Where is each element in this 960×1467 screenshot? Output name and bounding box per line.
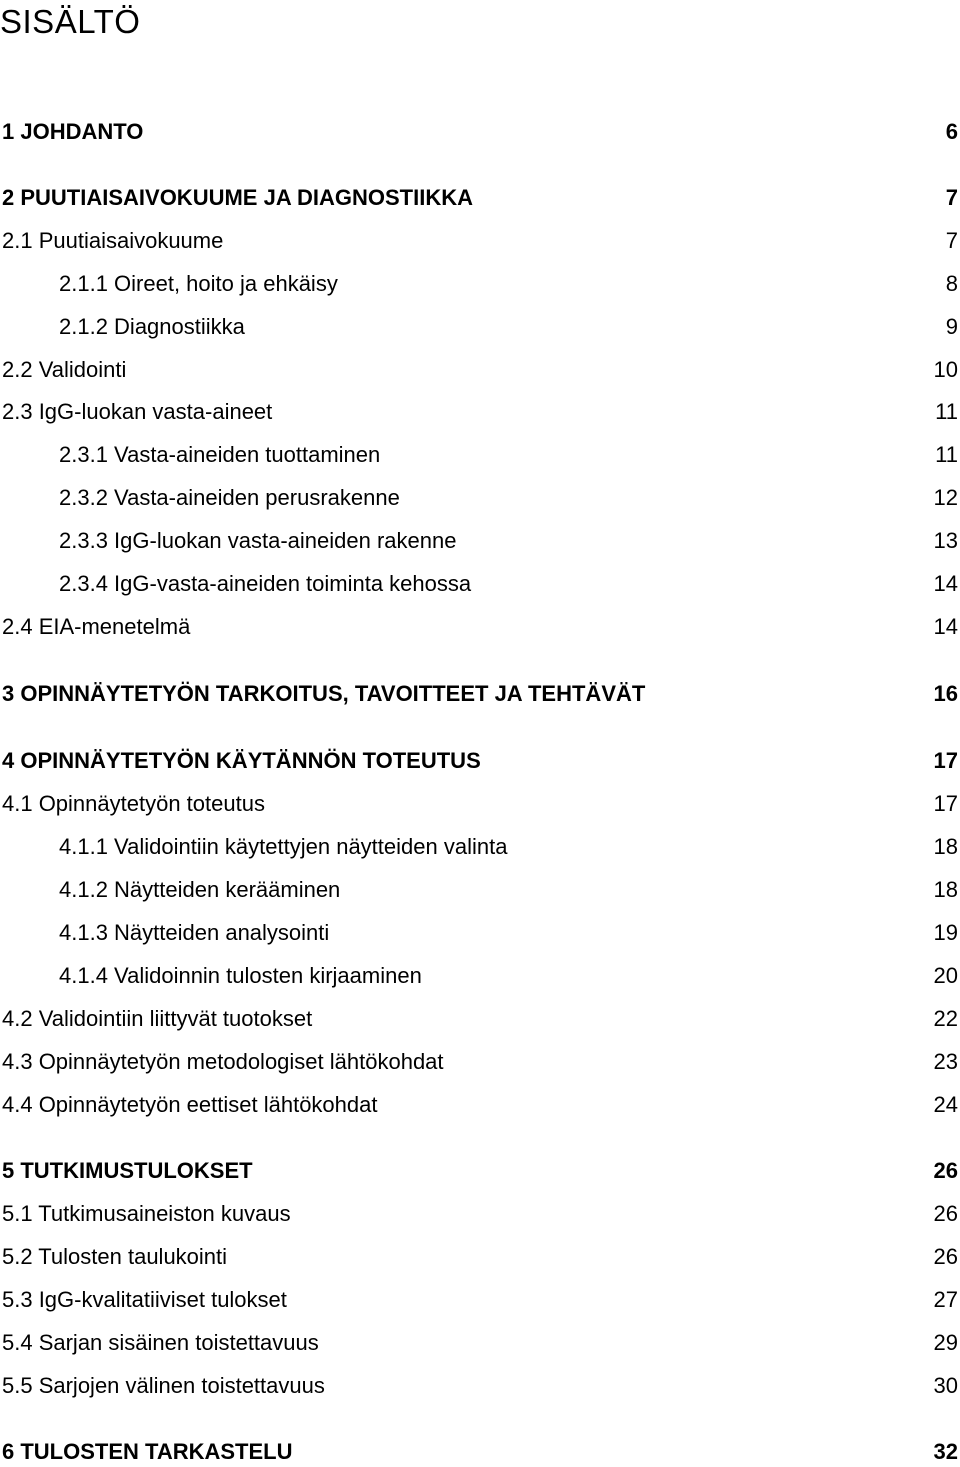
toc-entry-subsection[interactable]	[0, 312, 960, 342]
toc-entry-label: 2.3 IgG-luokan vasta-aineet	[2, 399, 273, 424]
toc-entry-label: 2.3.4 IgG-vasta-aineiden toiminta kehossa	[59, 571, 472, 596]
toc-entry-label: 3 OPINNÄYTETYÖN TARKOITUS, TAVOITTEET JA TEHTÄVÄT	[2, 681, 646, 706]
toc-entry-page: 8	[945, 271, 958, 296]
toc-entry-label: 2.2 Validointi	[2, 357, 127, 382]
toc-entry-label: 2.3.3 IgG-luokan vasta-aineiden rakenne	[59, 528, 457, 553]
toc-entry-chapter[interactable]	[0, 1437, 960, 1467]
toc-entry-page: 6	[945, 119, 958, 144]
toc-entry-label: 4.2 Validointiin liittyvät tuotokset	[2, 1006, 313, 1031]
toc-entry-section[interactable]	[0, 1285, 960, 1315]
toc-entry-page: 9	[945, 314, 958, 339]
toc-entry-label: 4.1 Opinnäytetyön toteutus	[2, 791, 265, 816]
toc-entry-section[interactable]	[0, 1328, 960, 1358]
toc-entry-label: 2.1.1 Oireet, hoito ja ehkäisy	[59, 271, 338, 296]
toc-entry-label: 6 TULOSTEN TARKASTELU	[2, 1439, 293, 1464]
toc-entry-subsection[interactable]	[0, 875, 960, 905]
toc-entry-label: 4.1.3 Näytteiden analysointi	[59, 920, 330, 945]
toc-entry-page: 17	[933, 791, 958, 816]
toc-entry-label: 4 OPINNÄYTETYÖN KÄYTÄNNÖN TOTEUTUS	[2, 748, 481, 773]
toc-entry-section[interactable]	[0, 789, 960, 819]
toc-entry-label: 1 JOHDANTO	[2, 119, 144, 144]
toc-entry-page: 14	[933, 571, 958, 596]
toc-entry-label: 2.1.2 Diagnostiikka	[59, 314, 245, 339]
toc-entry-label: 2.3.1 Vasta-aineiden tuottaminen	[59, 442, 381, 467]
toc-entry-label: 5.3 IgG-kvalitatiiviset tulokset	[2, 1287, 287, 1312]
toc-entry-section[interactable]	[0, 397, 960, 427]
toc-entry-label: 5 TUTKIMUSTULOKSET	[2, 1158, 253, 1183]
toc-entry-page: 13	[933, 528, 958, 553]
toc-entry-label: 5.4 Sarjan sisäinen toistettavuus	[2, 1330, 319, 1355]
toc-entry-label: 4.1.4 Validoinnin tulosten kirjaaminen	[59, 963, 422, 988]
toc-entry-section[interactable]	[0, 1199, 960, 1229]
toc-entry-page: 10	[933, 357, 958, 382]
toc-entry-section[interactable]	[0, 355, 960, 385]
toc-entry-label: 5.5 Sarjojen välinen toistettavuus	[2, 1373, 325, 1398]
toc-entry-subsection[interactable]	[0, 832, 960, 862]
toc-entry-page: 11	[935, 442, 958, 467]
toc-entry-label: 2.1 Puutiaisaivokuume	[2, 228, 224, 253]
toc-entry-page: 7	[945, 228, 958, 253]
toc-entry-subsection[interactable]	[0, 569, 960, 599]
toc-entry-page: 16	[933, 681, 958, 706]
toc-entry-subsection[interactable]	[0, 526, 960, 556]
toc-entry-label: 2 PUUTIAISAIVOKUUME JA DIAGNOSTIIKKA	[2, 185, 474, 210]
toc-entry-page: 11	[935, 399, 958, 424]
toc-entry-chapter[interactable]	[0, 183, 960, 213]
toc-entry-page: 32	[933, 1439, 958, 1464]
toc-entry-chapter[interactable]	[0, 117, 960, 147]
toc-entry-page: 26	[933, 1158, 958, 1183]
toc-entry-page: 26	[933, 1201, 958, 1226]
toc-entry-chapter[interactable]	[0, 679, 960, 709]
toc-entry-section[interactable]	[0, 1242, 960, 1272]
toc-entry-label: 2.4 EIA-menetelmä	[2, 614, 191, 639]
toc-entry-page: 30	[933, 1373, 958, 1398]
toc-entry-chapter[interactable]	[0, 1156, 960, 1186]
toc-entry-page: 17	[933, 748, 958, 773]
toc-entry-subsection[interactable]	[0, 483, 960, 513]
page-title: SISÄLTÖ	[0, 3, 141, 40]
toc-entry-page: 27	[933, 1287, 958, 1312]
toc-entry-section[interactable]	[0, 226, 960, 256]
toc-entry-section[interactable]	[0, 1371, 960, 1401]
toc-entry-section[interactable]	[0, 612, 960, 642]
toc-entry-label: 4.4 Opinnäytetyön eettiset lähtökohdat	[2, 1092, 378, 1117]
toc-entry-label: 4.1.2 Näytteiden kerääminen	[59, 877, 341, 902]
toc-entry-subsection[interactable]	[0, 961, 960, 991]
toc-entry-page: 20	[933, 963, 958, 988]
toc-entry-chapter[interactable]	[0, 746, 960, 776]
toc-entry-label: 5.1 Tutkimusaineiston kuvaus	[2, 1201, 291, 1226]
toc-entry-label: 5.2 Tulosten taulukointi	[2, 1244, 228, 1269]
toc-entry-page: 23	[933, 1049, 958, 1074]
toc-entry-subsection[interactable]	[0, 918, 960, 948]
toc-entry-page: 24	[933, 1092, 958, 1117]
toc-entry-page: 12	[933, 485, 958, 510]
toc-entry-page: 18	[933, 877, 958, 902]
toc-entry-page: 26	[933, 1244, 958, 1269]
toc-entry-page: 22	[933, 1006, 958, 1031]
toc-entry-page: 19	[933, 920, 958, 945]
toc-entry-label: 4.3 Opinnäytetyön metodologiset lähtökohdat	[2, 1049, 444, 1074]
toc-entry-subsection[interactable]	[0, 269, 960, 299]
toc-entry-section[interactable]	[0, 1004, 960, 1034]
toc-entry-section[interactable]	[0, 1090, 960, 1120]
toc-entry-label: 4.1.1 Validointiin käytettyjen näytteiden valinta	[59, 834, 508, 859]
toc-entry-page: 29	[933, 1330, 958, 1355]
toc-entry-subsection[interactable]	[0, 440, 960, 470]
toc-entry-page: 18	[933, 834, 958, 859]
toc-entry-section[interactable]	[0, 1047, 960, 1077]
toc-entry-page: 7	[945, 185, 958, 210]
toc-entry-label: 2.3.2 Vasta-aineiden perusrakenne	[59, 485, 400, 510]
toc-entry-page: 14	[933, 614, 958, 639]
